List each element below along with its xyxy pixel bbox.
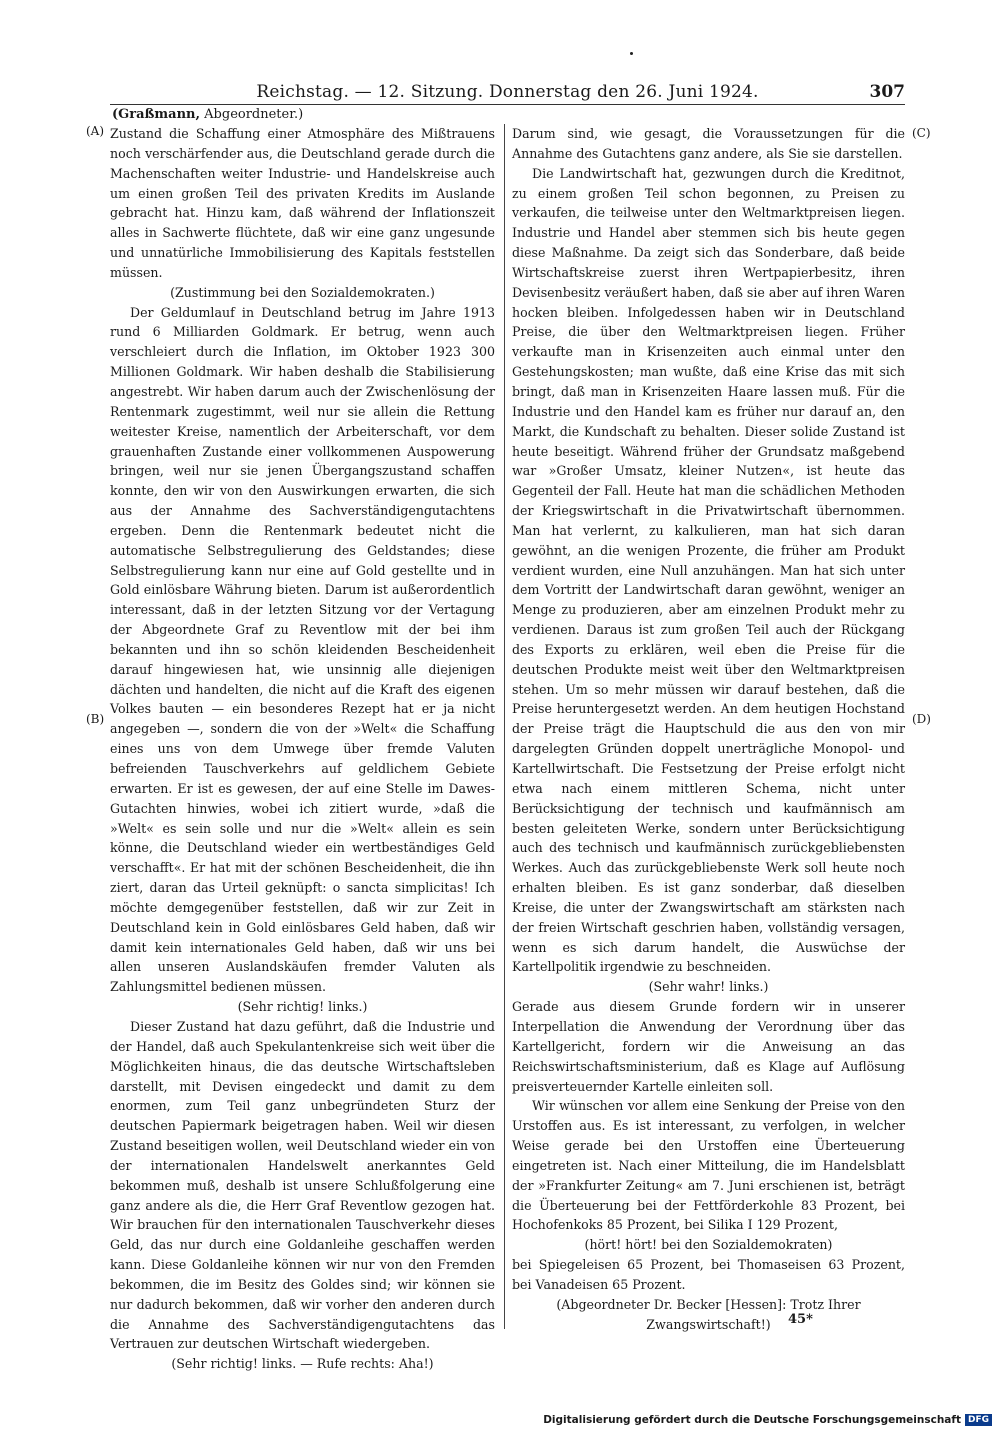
interjection: (Zustimmung bei den Sozialdemokraten.) (170, 284, 435, 300)
speaker-name: (Graßmann, (112, 107, 201, 122)
left-column (110, 124, 495, 1374)
margin-marker-b: (B) (86, 712, 105, 726)
column-divider (504, 124, 505, 1329)
margin-marker-d: (D) (912, 712, 931, 726)
speaker-label (112, 107, 303, 122)
interjection: (Abgeordneter Dr. Becker [Hessen]: Trotz Ihrer Zwangswirtschaft!) (556, 1296, 861, 1332)
page-number: 307 (869, 82, 905, 102)
digitization-credit (543, 1414, 992, 1426)
header-rule (110, 104, 905, 105)
signature-mark: 45* (788, 1312, 813, 1327)
credit-text: Digitalisierung gefördert durch die Deutsche Forschungsgemeinschaft (543, 1414, 961, 1426)
interjection: (Sehr wahr! links.) (648, 979, 769, 995)
paragraph: Dieser Zustand hat dazu geführt, daß die Industrie und der Handel, daß auch Spekulantenkreise sich weit über die Möglichkeiten hinaus, die das deutsche Wirtschaftsleben darstellt, mit Devisen eingedeckt und damit zu dem enormen, zum Teil ganz unbegründeten Sturz der deutschen Papiermark beigetragen haben. Weil wir diesen Zustand beseitigen wollen, weil Deutschland wieder ein von der internationalen Handelswelt anerkanntes Geld bekommen muß, deshalb ist unsere Schlußfolgerung eine ganz andere als die, die Herr Graf Reventlow gezogen hat. Wir brauchen für den internationalen Tauschverkehr dieses Geld, das nur durch eine Goldanleihe geschaffen werden kann. Diese Goldanleihe können wir nur von den Fremden bekommen, die im Besitz des Goldes sind; wir können sie nur dadurch bekommen, daß wir vorher den anderen durch die Annahme des Sachverständigengutachtens das Vertrauen zur deutschen Wirtschaft wiedergeben. (110, 1018, 495, 1352)
margin-marker-a: (A) (86, 124, 105, 138)
paragraph: Darum sind, wie gesagt, die Voraussetzungen für die Annahme des Gutachtens ganz andere, als Sie sie darstellen. (512, 126, 905, 161)
paragraph: Der Geldumlauf in Deutschland betrug im Jahre 1913 rund 6 Milliarden Goldmark. Er betrug, wenn auch verschleiert durch die Inflation, im Oktober 1923 300 Millionen Goldmark. Wir haben deshalb die Stabilisierung angestrebt. Wir haben darum auch der Zwischenlösung der Rentenmark zugestimmt, weil nur sie allein die Rettung weitester Kreise, namentlich der Arbeiterschaft, vor dem grauenhaften Zustande einer vollkommenen Auspowerung bringen, weil nur sie jenen Übergangszustand schaffen konnte, den wir von den Auswirkungen erwarten, die sich aus der Annahme des Sachverständigengutachtens ergeben. Denn die Rentenmark bedeutet nicht die automatische Selbstregulierung des Geldstandes; diese Selbstregulierung kann nur eine auf Gold gestellte und in Gold einlösbare Währung bieten. Darum ist außerordentlich interessant, daß in der letzten Sitzung vor der Vertagung der Abgeordnete Graf zu Reventlow mit der bei ihm bekannten und ihn so schön kleidenden Bescheidenheit darauf hingewiesen hat, wie unsinnig alle diejenigen dächten und handelten, die nicht auf die Kraft des eigenen Volkes bauten — ein besonderes Rezept hat er ja nicht angegeben —, sondern die von der »Welt« die Schaffung eines uns von dem Umwege über fremde Valuten befreienden Tauschverkehrs auf geldlichem Gebiete erwarten. Er ist es gewesen, der auf eine Stelle im Dawes-Gutachten hinwies, wobei ich zitiert wurde, »daß die »Welt« es sein solle und nur die »Welt« allein es sein könne, die Deutschland wieder ein wertbeständiges Geld verschafft«. Er hat mit der schönen Bescheidenheit, die ihn ziert, daran das Urteil geknüpft: o sancta simplicitas! Ich möchte demgegenüber feststellen, daß wir zur Zeit in Deutschland kein in Gold einlösbares Geld haben, daß wir damit kein internationales Geld haben, daß wir uns bei allen unseren Auslandskäufen fremder Valuten als Zahlungsmittel bedienen müssen. (110, 304, 495, 995)
paragraph: Zustand die Schaffung einer Atmosphäre des Mißtrauens noch verschärfender aus, die Deutschland gerade durch die Machenschaften weiter Industrie- und Handelskreise auch um einen großen Teil des privaten Kredits im Auslande gebracht hat. Hinzu kam, daß während der Inflationszeit alles in Sachwerte flüchtete, daß wir eine ganz ungesunde und unnatürliche Immobilisierung des Kapitals feststellen müssen. (110, 126, 495, 280)
print-speck (630, 52, 633, 55)
interjection: (Sehr richtig! links. — Rufe rechts: Aha!) (171, 1356, 434, 1372)
dfg-logo: DFG (965, 1414, 992, 1426)
right-column (512, 124, 905, 1334)
paragraph: Gerade aus diesem Grunde fordern wir in unserer Interpellation die Anwendung der Verordnung über das Kartellgericht, fordern wir die Anweisung an das Reichswirtschaftsministerium, daß es Klage auf Auflösung preisverteuernder Kartelle einleiten soll. (512, 999, 905, 1094)
running-title: Reichstag. — 12. Sitzung. Donnerstag den 26. Juni 1924. (256, 82, 759, 102)
interjection: (Sehr richtig! links.) (237, 999, 368, 1015)
speaker-role: Abgeordneter.) (204, 107, 304, 122)
interjection: (hört! hört! bei den Sozialdemokraten) (584, 1237, 833, 1253)
paragraph: bei Spiegeleisen 65 Prozent, bei Thomaseisen 63 Prozent, bei Vanadeisen 65 Prozent. (512, 1257, 905, 1292)
paragraph: Die Landwirtschaft hat, gezwungen durch die Kreditnot, zu einem großen Teil schon begonnen, zu Preisen zu verkaufen, die teilweise unter den Weltmarktpreisen liegen. Industrie und Handel aber stemmen sich bis heute gegen diese Maßnahme. Da zeigt sich das Sonderbare, daß beide Wirtschaftskreise zuerst ihren Wertpapierbesitz, ihren Devisenbesitz veräußert haben, daß sie aber auf ihren Waren hocken bleiben. Infolgedessen haben wir in Deutschland Preise, die über den Weltmarktpreisen liegen. Früher verkaufte man in Krisenzeiten auch einmal unter den Gestehungskosten; man wußte, daß eine Krise das mit sich bringt, daß man in Krisenzeiten Haare lassen muß. Für die Industrie und den Handel kam es früher nur darauf an, den Markt, die Kundschaft zu behalten. Dieser solide Zustand ist heute beseitigt. Während früher der Grundsatz maßgebend war »Großer Umsatz, kleiner Nutzen«, ist heute das Gegenteil der Fall. Heute hat man die schädlichen Methoden der Kriegswirtschaft in die Privatwirtschaft übernommen. Man hat verlernt, zu kalkulieren, man hat sich daran gewöhnt, an die wenigen Prozente, die früher am Produkt verdient wurden, eine Null anzuhängen. Man hat sich unter dem Vortritt der Landwirtschaft daran gewöhnt, weniger an Menge zu produzieren, aber am einzelnen Produkt mehr zu verdienen. Daraus ist zum großen Teil auch der Rückgang des Exports zu erklären, weil eben die Preise für die deutschen Produkte meist weit über den Weltmarktpreisen stehen. Um so mehr müssen wir darauf bestehen, daß die Preise heruntergesetzt werden. An dem heutigen Hochstand der Preise trägt die Hauptschuld die aus den von mir dargelegten Gründen doppelt unerträgliche Monopol- und Kartellwirtschaft. Die Festsetzung der Preise erfolgt nicht etwa nach einem mittleren Schema, nicht unter Berücksichtigung der technisch und kaufmännisch am besten geleiteten Werke, sondern unter Berücksichtigung auch des technisch und kaufmännisch zurückgebliebensten Werkes. Auch das zurückgebliebenste Werk soll heute noch erhalten bleiben. Es ist ganz sonderbar, daß dieselben Kreise, die unter der Zwangswirtschaft am stärksten nach der freien Wirtschaft geschrien haben, vollständig versagen, wenn es sich darum handelt, die Auswüchse der Kartellpolitik irgendwie zu beschneiden. (512, 165, 905, 975)
margin-marker-c: (C) (912, 126, 931, 140)
paragraph: Wir wünschen vor allem eine Senkung der Preise von den Urstoffen aus. Es ist interessant, zu verfolgen, in welcher Weise gerade bei den Urstoffen eine Überteuerung eingetreten ist. Nach einer Mitteilung, die im Handelsblatt der »Frankfurter Zeitung« am 7. Juni erschienen ist, beträgt die Überteuerung bei der Fettförderkohle 83 Prozent, bei Hochofenkoks 85 Prozent, bei Silika I 129 Prozent, (512, 1098, 905, 1233)
page-header (110, 82, 905, 104)
